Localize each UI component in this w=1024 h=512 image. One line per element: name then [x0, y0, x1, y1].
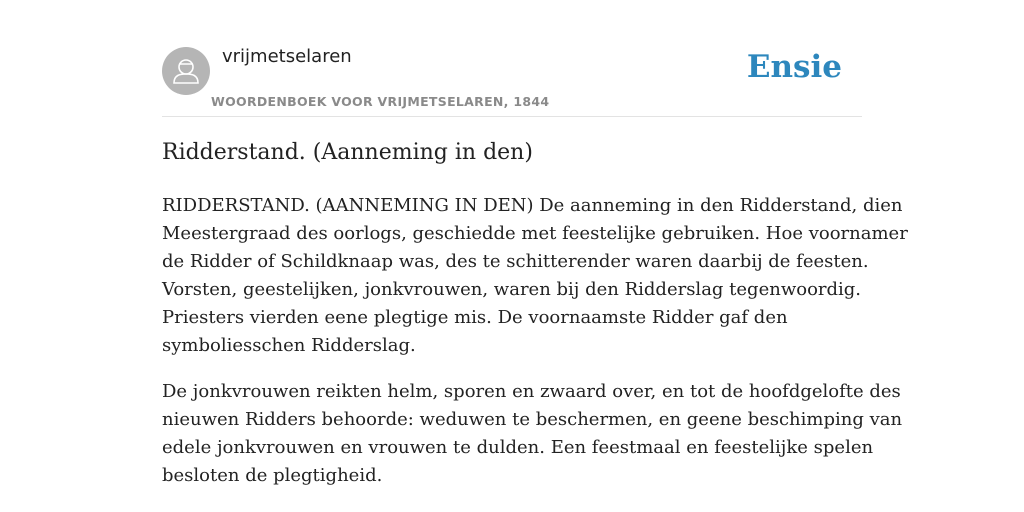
author-link[interactable]: vrijmetselaren: [222, 46, 352, 67]
brand-logo[interactable]: Ensie: [746, 49, 842, 85]
entry-card: [162, 0, 908, 512]
entry-header: [162, 0, 862, 117]
text-line: edele jonkvrouwen en vrouwen te dulden. Een feestmaal en feestelijke spelen: [162, 437, 874, 458]
paragraph-2: [162, 378, 903, 490]
source-label[interactable]: WOORDENBOEK VOOR VRIJMETSELAREN, 1844: [211, 94, 550, 109]
text-line: besloten de plegtigheid.: [162, 465, 383, 486]
text-line: Priesters vierden eene plegtige mis. De voornaamste Ridder gaf den: [162, 307, 788, 328]
text-line: De jonkvrouwen reikten helm, sporen en zwaard over, en tot de hoofdgelofte des: [162, 381, 901, 402]
entry-body: [162, 192, 908, 508]
text-line: Vorsten, geestelijken, jonkvrouwen, waren bij den Ridderslag tegenwoordig.: [162, 279, 862, 300]
text-line: nieuwen Ridders behoorde: weduwen te beschermen, en geene beschimping van: [162, 409, 903, 430]
user-avatar-icon[interactable]: [162, 47, 210, 95]
paragraph-1: [162, 192, 908, 360]
entry-title: Ridderstand. (Aanneming in den): [162, 140, 533, 165]
text-line: RIDDERSTAND. (AANNEMING IN DEN) De aanneming in den Ridderstand, dien: [162, 195, 903, 216]
text-line: Meestergraad des oorlogs, geschiedde met feestelijke gebruiken. Hoe voornamer: [162, 223, 908, 244]
text-line: de Ridder of Schildknaap was, des te schitterender waren daarbij de feesten.: [162, 251, 869, 272]
text-line: symboliesschen Ridderslag.: [162, 335, 416, 356]
